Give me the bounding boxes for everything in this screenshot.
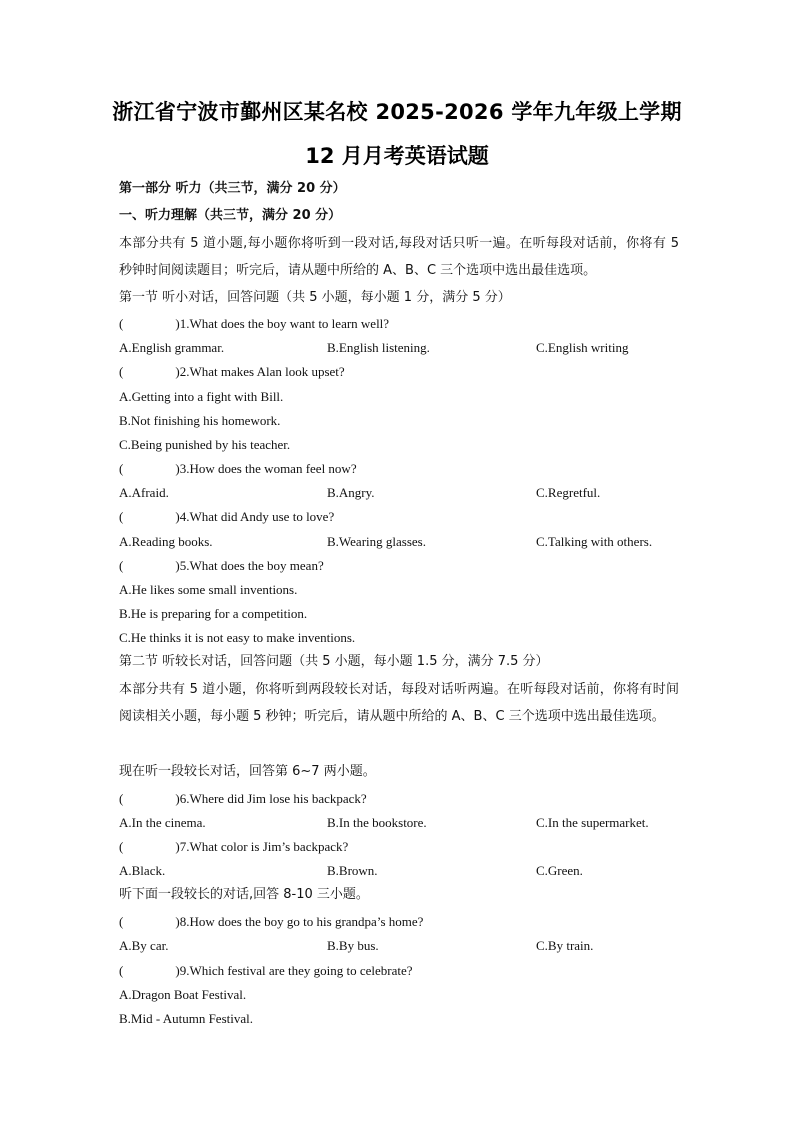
section1-heading: 第一节 听小对话，回答问题（共 5 小题，每小题 1 分，满分 5 分）: [119, 290, 511, 305]
q9-option-b: B.Mid - Autumn Festival.: [119, 1011, 253, 1026]
q1-option-a: A.English grammar.: [119, 340, 225, 355]
q2-option-b: B.Not finishing his homework.: [119, 413, 281, 428]
question-7: ( )7.What color is Jim’s backpack?: [119, 839, 349, 854]
q9-option-a: A.Dragon Boat Festival.: [119, 987, 247, 1002]
q3-option-c: C.Regretful.: [536, 485, 601, 500]
question-4: ( )4.What did Andy use to love?: [119, 509, 335, 524]
q5-option-a: A.He likes some small inventions.: [119, 582, 298, 597]
part1-heading: 第一部分 听力（共三节，满分 20 分）: [119, 181, 346, 196]
q7-option-a: A.Black.: [119, 863, 166, 878]
q3-option-b: B.Angry.: [327, 485, 375, 500]
question-8: ( )8.How does the boy go to his grandpa’s home?: [119, 914, 424, 929]
q5-option-c: C.He thinks it is not easy to make inventions.: [119, 630, 356, 645]
q1-option-b: B.English listening.: [327, 340, 430, 355]
q1-option-c: C.English writing: [536, 340, 629, 355]
q6-option-c: C.In the supermarket.: [536, 815, 649, 830]
q2-option-c: C.Being punished by his teacher.: [119, 437, 291, 452]
question-6: ( )6.Where did Jim lose his backpack?: [119, 791, 367, 806]
q6-option-b: B.In the bookstore.: [327, 815, 427, 830]
question-1: ( )1.What does the boy want to learn well?: [119, 316, 390, 331]
q2-option-a: A.Getting into a fight with Bill.: [119, 389, 284, 404]
q7-option-b: B.Brown.: [327, 863, 378, 878]
q3-option-a: A.Afraid.: [119, 485, 169, 500]
q4-option-c: C.Talking with others.: [536, 534, 653, 549]
q8-option-c: C.By train.: [536, 938, 594, 953]
exam-title-line1: 浙江省宁波市鄞州区某名校 2025-2026 学年九年级上学期: [112, 100, 682, 124]
exam-title-line2: 12 月月考英语试题: [305, 144, 489, 168]
q7-option-c: C.Green.: [536, 863, 583, 878]
q8-option-a: A.By car.: [119, 938, 169, 953]
question-5: ( )5.What does the boy mean?: [119, 558, 324, 573]
q6-option-a: A.In the cinema.: [119, 815, 206, 830]
part1-sub-heading: 一、听力理解（共三节，满分 20 分）: [119, 208, 342, 223]
q4-option-b: B.Wearing glasses.: [327, 534, 426, 549]
dialogue1-note: 现在听一段较长对话，回答第 6~7 两小题。: [119, 764, 376, 779]
question-3: ( )3.How does the woman feel now?: [119, 461, 357, 476]
section2-intro: 本部分共有 5 道小题，你将听到两段较长对话，每段对话听两遍。在听每段对话前，你将有时间阅读相关小题，每小题 5 秒钟；听完后，请从题中所给的 A、B、C 三个选项中选出最佳选项。: [119, 682, 679, 724]
part1-intro: 本部分共有 5 道小题,每小题你将听到一段对话,每段对话只听一遍。在听每段对话前，你将有 5 秒钟时间阅读题目；听完后，请从题中所给的 A、B、C 三个选项中选出最佳选项。: [119, 236, 679, 278]
q5-option-b: B.He is preparing for a competition.: [119, 606, 308, 621]
q4-option-a: A.Reading books.: [119, 534, 213, 549]
question-2: ( )2.What makes Alan look upset?: [119, 364, 345, 379]
q8-option-b: B.By bus.: [327, 938, 379, 953]
question-9: ( )9.Which festival are they going to celebrate?: [119, 963, 413, 978]
section2-heading: 第二节 听较长对话，回答问题（共 5 小题，每小题 1.5 分，满分 7.5 分）: [119, 654, 549, 669]
dialogue2-note: 听下面一段较长的对话,回答 8-10 三小题。: [119, 887, 369, 902]
